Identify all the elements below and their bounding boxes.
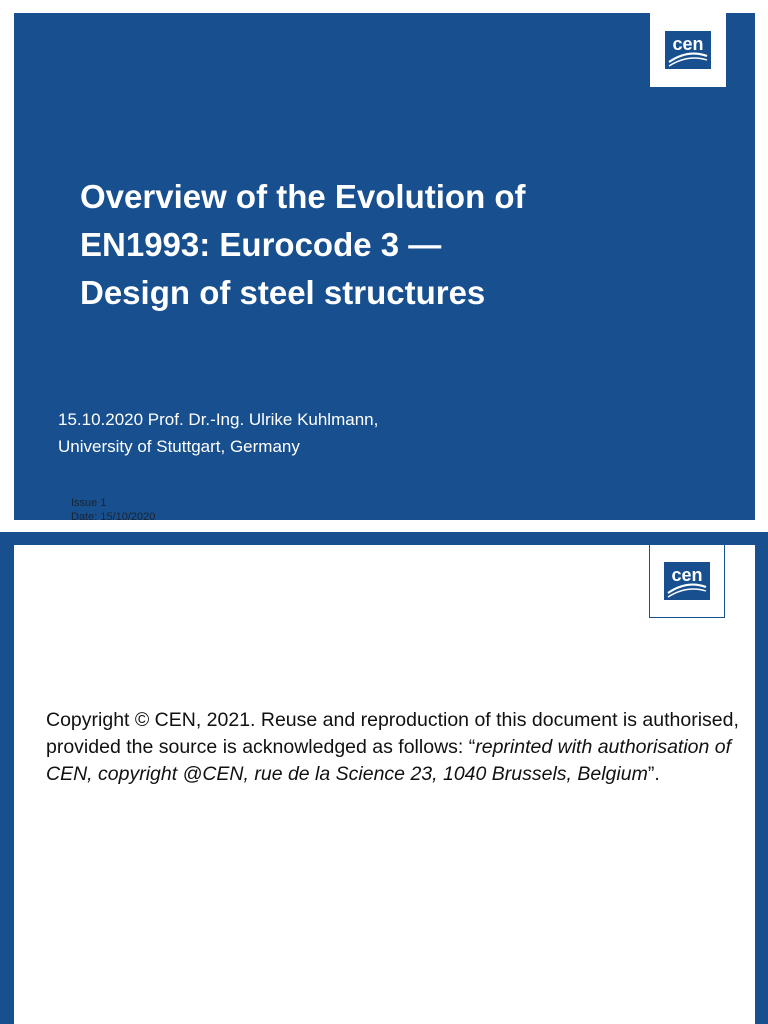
cen-logo-text: cen bbox=[672, 34, 704, 54]
issue-info bbox=[71, 496, 155, 524]
copyright-citation: reprinted with authorisation of CEN, copyright @CEN, rue de la Science 23, 1040 Brussels, Belgium bbox=[46, 736, 732, 785]
slide-title bbox=[80, 173, 680, 317]
title-line-3: Design of steel structures bbox=[80, 274, 486, 311]
presenter-line-1: 15.10.2020 Prof. Dr.-Ing. Ulrike Kuhlmann, bbox=[58, 410, 379, 429]
cen-logo bbox=[649, 545, 725, 618]
copyright-slide-body bbox=[14, 545, 755, 1024]
cen-logo bbox=[650, 13, 726, 87]
cen-logo-icon bbox=[663, 29, 713, 71]
cen-logo-icon bbox=[662, 560, 712, 602]
copyright-notice bbox=[46, 707, 746, 788]
title-slide bbox=[14, 13, 755, 523]
copyright-text: Copyright © CEN, 2021. Reuse and reproduction of this document is authorised, provided the source is acknowledged as follows: “ bbox=[46, 709, 739, 758]
presenter-line-2: University of Stuttgart, Germany bbox=[58, 437, 300, 456]
cen-logo-text: cen bbox=[671, 565, 703, 585]
presenter-info bbox=[58, 406, 378, 460]
title-line-1: Overview of the Evolution of bbox=[80, 178, 526, 215]
copyright-slide bbox=[0, 532, 768, 1024]
issue-label: Issue 1 bbox=[71, 497, 107, 509]
title-line-2: EN1993: Eurocode 3 — bbox=[80, 226, 442, 263]
copyright-end: ”. bbox=[647, 763, 660, 785]
issue-date: Date: 15/10/2020 bbox=[71, 511, 156, 523]
